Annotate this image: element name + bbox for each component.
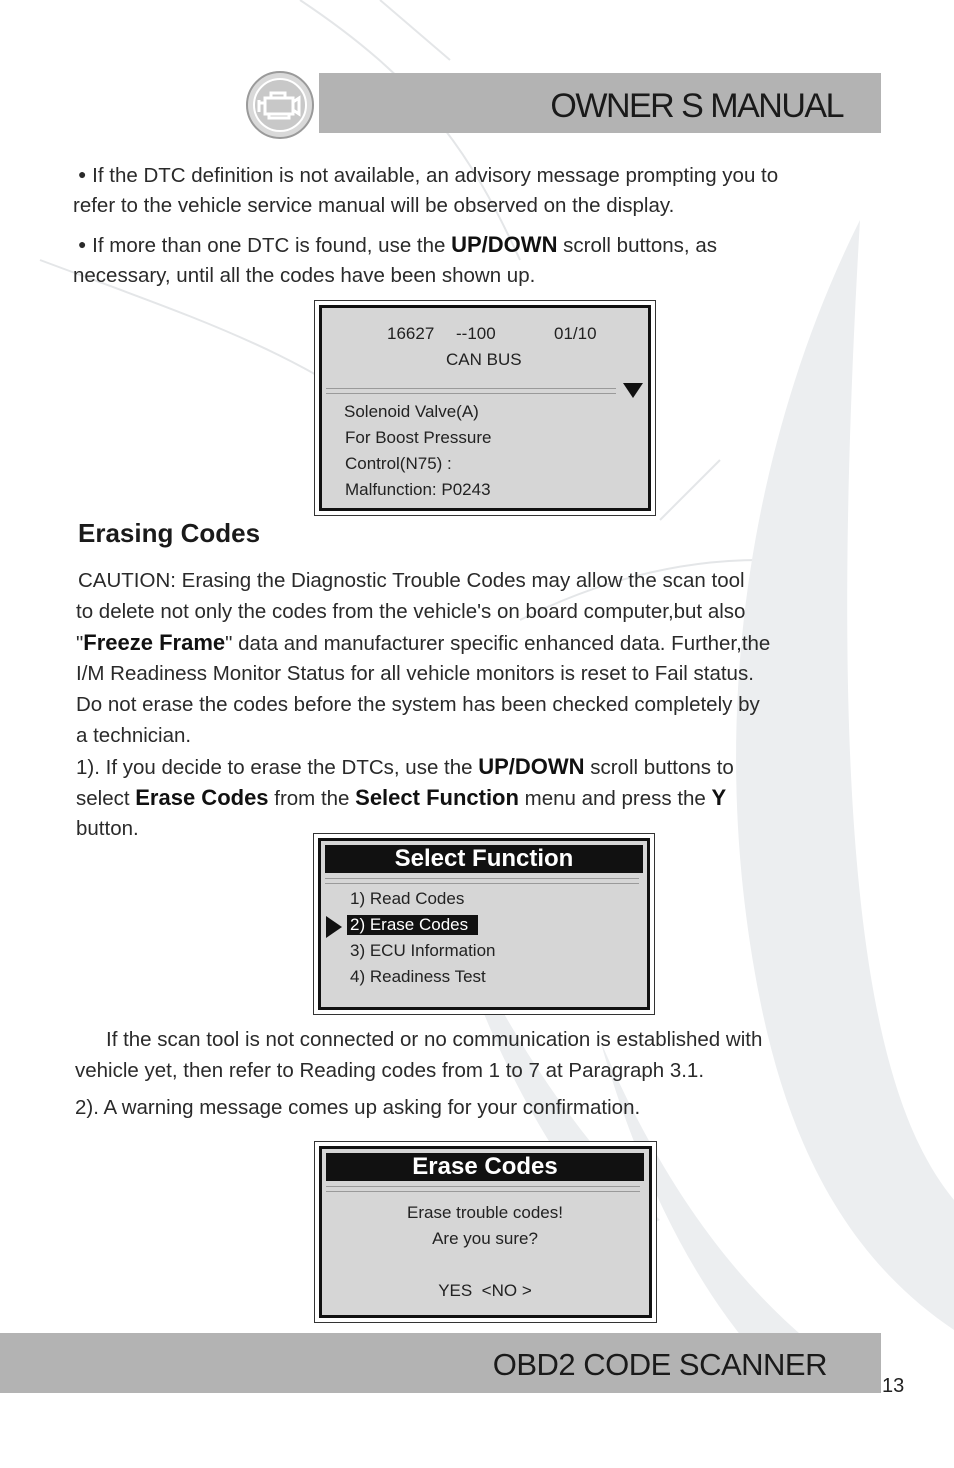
paragraph-not-connected-1: If the scan tool is not connected or no communication is established with (106, 1028, 763, 1051)
lcd-title: Select Function (325, 845, 643, 873)
bullet-2-line2: necessary, until all the codes have been shown up. (73, 264, 536, 287)
confirm-message: Erase trouble codes! (407, 1203, 563, 1222)
lcd-display (319, 1146, 652, 1318)
lcd-screen-dtc (314, 300, 656, 516)
dtc-line-1: Solenoid Valve(A) (344, 402, 479, 421)
confirm-question: Are you sure? (432, 1229, 538, 1248)
caution-line-2: to delete not only the codes from the vehicle's on board computer,but also (76, 600, 746, 623)
lcd-separator (326, 388, 616, 394)
bullet-2: ● If more than one DTC is found, use the UP/DOWN scroll buttons, as (78, 232, 717, 257)
dtc-value: --100 (456, 324, 496, 343)
confirm-options: YES <NO > (438, 1281, 532, 1300)
step-2-text: 2). A warning message comes up asking for your confirmation. (75, 1096, 641, 1119)
dtc-line-3: Control(N75) : (345, 454, 452, 473)
engine-icon (245, 70, 315, 140)
menu-item-readiness-test: 4) Readiness Test (350, 967, 486, 986)
dtc-line-4: Malfunction: P0243 (345, 480, 491, 499)
section-heading-erasing-codes: Erasing Codes (78, 518, 261, 548)
lcd-screen-erase-confirm (314, 1141, 657, 1323)
lcd-separator (326, 1186, 640, 1192)
bullet-dot: ● (78, 166, 87, 182)
paragraph-not-connected-2: vehicle yet, then refer to Reading codes from 1 to 7 at Paragraph 3.1. (75, 1059, 705, 1082)
lcd-display (318, 838, 650, 1010)
menu-item-erase-codes: 2) Erase Codes (347, 915, 478, 935)
caution-line-4: I/M Readiness Monitor Status for all vehicle monitors is reset to Fail status. (76, 662, 754, 685)
page-title: OWNER S MANUAL (550, 87, 843, 125)
footer-title: OBD2 CODE SCANNER (492, 1347, 827, 1382)
bus-type: CAN BUS (446, 350, 522, 369)
lcd-screen-select-function (313, 833, 655, 1015)
scroll-down-arrow-icon (622, 382, 644, 400)
step-1-line-3: button. (76, 817, 139, 840)
caution-line-3: "Freeze Frame" data and manufacturer specific enhanced data. Further,the (76, 630, 771, 655)
step-1-line-1: 1). If you decide to erase the DTCs, use the UP/DOWN scroll buttons to (76, 754, 734, 779)
caution-line-6: a technician. (76, 724, 192, 747)
lcd-separator (325, 878, 639, 884)
bullet-dot: ● (78, 236, 87, 252)
menu-item-ecu-information: 3) ECU Information (350, 941, 496, 960)
dtc-count: 01/10 (554, 324, 597, 343)
lcd-display (319, 305, 651, 511)
lcd-title: Erase Codes (326, 1153, 644, 1181)
page-number: 13 (882, 1375, 905, 1397)
selection-arrow-icon (325, 915, 343, 939)
caution-line-5: Do not erase the codes before the system has been checked completely by (76, 693, 760, 716)
bullet-1: ● If the DTC definition is not available, an advisory message prompting you to (78, 164, 779, 187)
header-bar (319, 73, 881, 133)
step-1-line-2: select Erase Codes from the Select Function menu and press the Y (76, 785, 727, 810)
dtc-line-2: For Boost Pressure (345, 428, 492, 447)
footer-bar (0, 1333, 881, 1393)
bullet-1-line2: refer to the vehicle service manual will be observed on the display. (73, 194, 675, 217)
dtc-code: 16627 (387, 324, 435, 343)
caution-line-1: CAUTION: Erasing the Diagnostic Trouble Codes may allow the scan tool (78, 569, 745, 592)
menu-item-read-codes: 1) Read Codes (350, 889, 465, 908)
